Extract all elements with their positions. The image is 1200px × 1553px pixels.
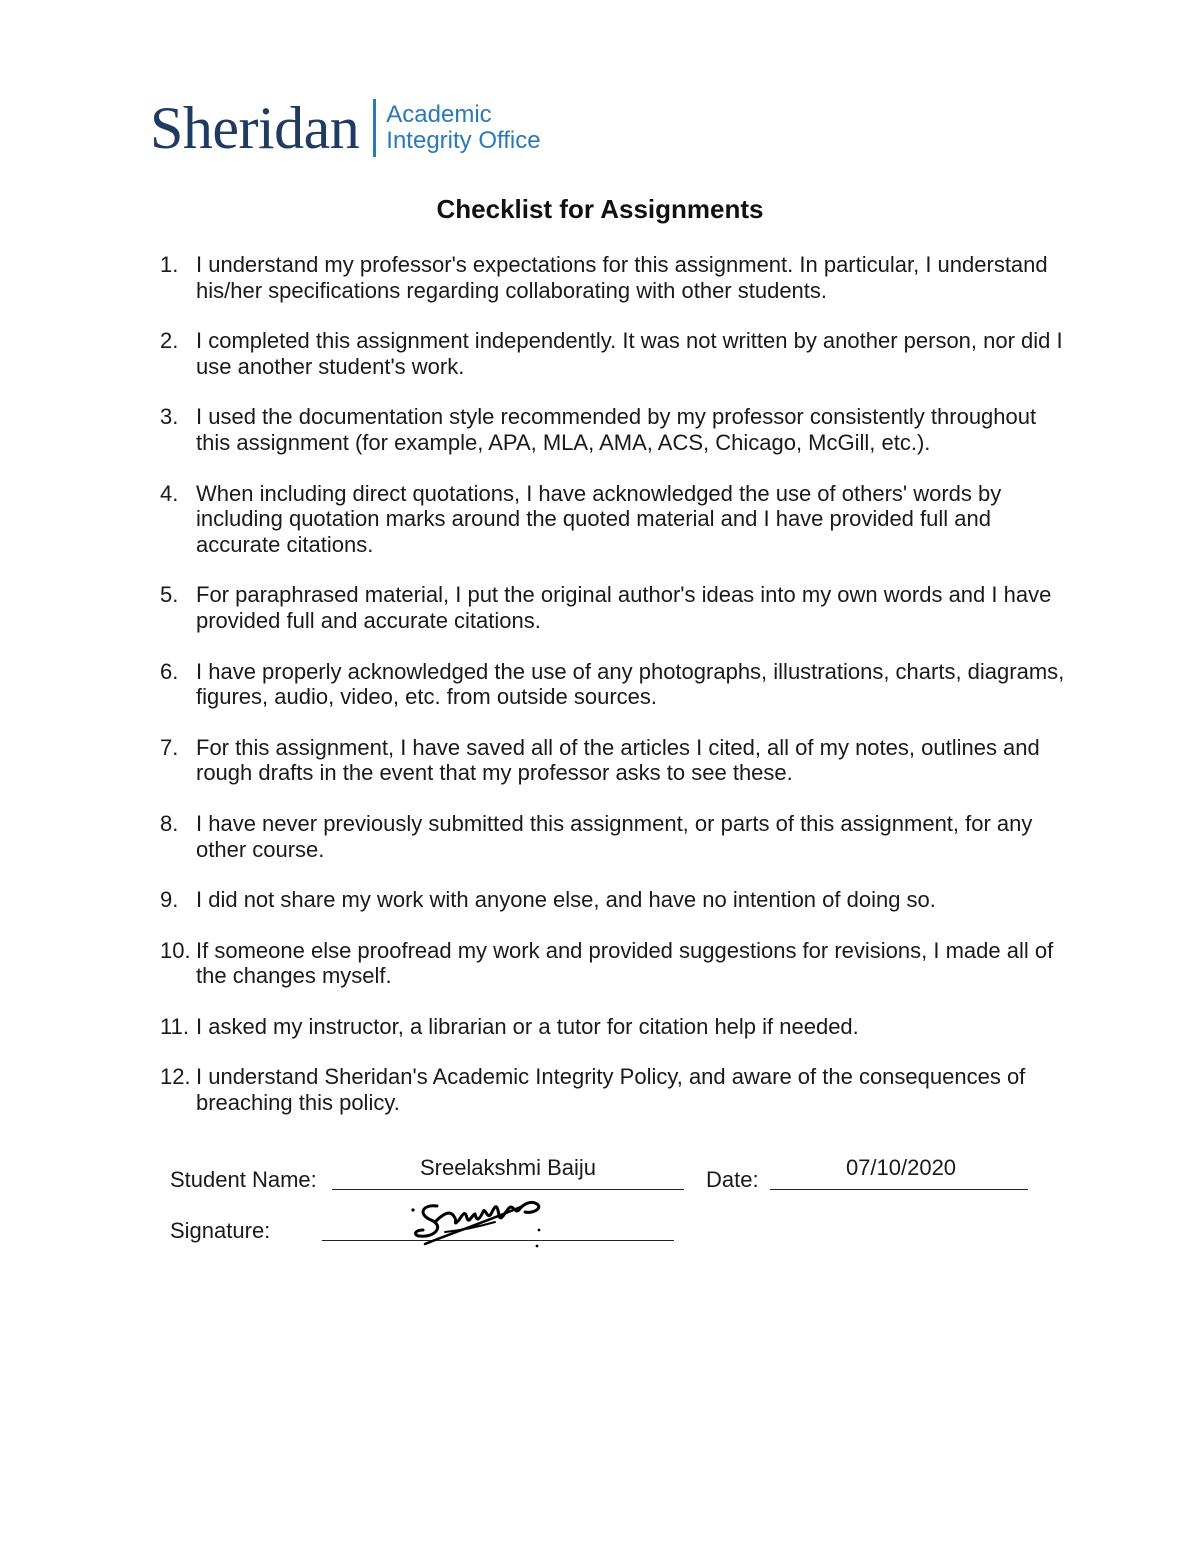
checklist-item <box>160 887 1065 913</box>
item-number: 8. <box>160 810 179 836</box>
item-number: 10. <box>160 937 191 963</box>
signature-label: Signature: <box>170 1218 271 1243</box>
item-number: 6. <box>160 658 179 684</box>
checklist-item <box>160 1064 1065 1115</box>
item-text: When including direct quotations, I have acknowledged the use of others' words by including quotation marks around the quoted material and I have provided full and accurate citations. <box>196 480 1002 557</box>
handwritten-signature[interactable] <box>405 1192 565 1252</box>
checklist-item <box>160 1014 1065 1040</box>
item-text: I have properly acknowledged the use of any photographs, illustrations, charts, diagrams, figures, audio, video, etc. from outside sources. <box>196 658 1065 710</box>
date-line <box>770 1189 1028 1190</box>
item-number: 9. <box>160 887 179 913</box>
checklist-item <box>160 481 1065 558</box>
date-label: Date: <box>706 1167 759 1192</box>
checklist-item <box>160 659 1065 710</box>
item-number: 7. <box>160 734 179 760</box>
checklist-item <box>160 735 1065 786</box>
item-number: 11. <box>160 1013 189 1039</box>
item-text: For this assignment, I have saved all of the articles I cited, all of my notes, outlines and rough drafts in the event that my professor asks to see these. <box>196 734 1040 786</box>
item-text: I used the documentation style recommended by my professor consistently throughout this assignment (for example, APA, MLA, AMA, ACS, Chicago, McGill, etc.). <box>196 404 1037 455</box>
checklist-item <box>160 252 1065 303</box>
checklist-item <box>160 404 1065 455</box>
item-text: I completed this assignment independently. It was not written by another person, nor did I use another student's work. <box>196 328 1063 379</box>
item-text: If someone else proofread my work and provided suggestions for revisions, I made all of the changes myself. <box>196 937 1054 989</box>
page-title: Checklist for Assignments <box>436 194 764 224</box>
checklist-item <box>160 328 1065 379</box>
item-text: For paraphrased material, I put the original author's ideas into my own words and I have provided full and accurate citations. <box>196 582 1052 633</box>
logo-divider <box>373 99 376 157</box>
item-number: 12. <box>160 1064 191 1090</box>
item-number: 3. <box>160 404 179 430</box>
logo-office-line1: Academic <box>386 101 492 128</box>
student-name-value[interactable]: Sreelakshmi Baiju <box>419 1155 597 1180</box>
item-number: 4. <box>160 480 179 506</box>
item-text: I understand my professor's expectations for this assignment. In particular, I understand his/her specifications regarding collaborating with other students. <box>196 252 1048 303</box>
checklist <box>160 252 1065 1141</box>
item-text: I understand Sheridan's Academic Integrity Policy, and aware of the consequences of breaching this policy. <box>196 1064 1026 1116</box>
logo-office <box>386 102 540 154</box>
student-name-line <box>332 1189 684 1190</box>
item-number: 2. <box>160 328 179 354</box>
item-number: 1. <box>160 252 179 277</box>
item-text: I asked my instructor, a librarian or a tutor for citation help if needed. <box>196 1013 859 1039</box>
student-name-label: Student Name: <box>170 1167 317 1192</box>
date-value[interactable]: 07/10/2020 <box>845 1155 957 1180</box>
checklist-item <box>160 938 1065 989</box>
logo-brand: Sheridan <box>150 95 360 161</box>
item-text: I did not share my work with anyone else, and have no intention of doing so. <box>196 887 936 913</box>
item-number: 5. <box>160 582 179 608</box>
logo-office-line2: Integrity Office <box>386 127 541 154</box>
checklist-item <box>160 811 1065 862</box>
checklist-item <box>160 582 1065 633</box>
sheridan-logo <box>150 96 541 160</box>
item-text: I have never previously submitted this assignment, or parts of this assignment, for any other course. <box>196 810 1033 862</box>
